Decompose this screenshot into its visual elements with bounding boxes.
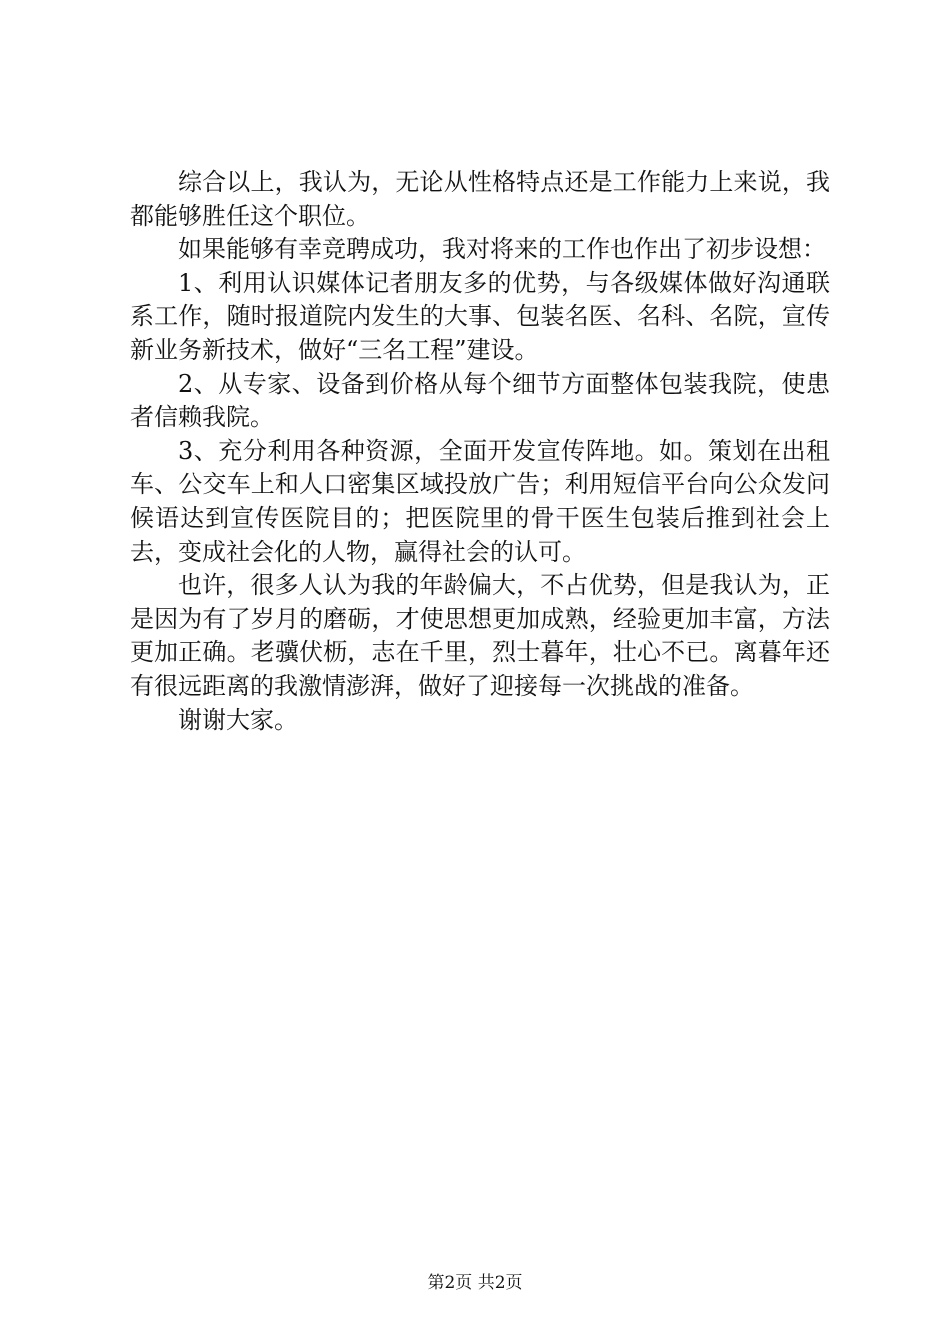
paragraph-age-statement: 也许，很多人认为我的年龄偏大，不占优势，但是我认为，正是因为有了岁月的磨砺，才使思想更加成熟，经验更加丰富，方法更加正确。老骥伏枥，志在千里，烈士暮年，壮心不已。离暮年还有很远距离的我激情澎湃，做好了迎接每一次挑战的准备。	[130, 571, 830, 700]
paragraph-thanks: 谢谢大家。	[178, 705, 298, 734]
page-footer: 第2页 共2页	[427, 1273, 523, 1293]
paragraph-plan-item-1: 1、利用认识媒体记者朋友多的优势，与各级媒体做好沟通联系工作，随时报道院内发生的大事、包装名医、名科、名院，宣传新业务新技术，做好“三名工程”建设。	[130, 268, 830, 364]
paragraph-plan-item-2: 2、从专家、设备到价格从每个细节方面整体包装我院，使患者信赖我院。	[130, 369, 830, 432]
paragraph-summary: 综合以上，我认为，无论从性格特点还是工作能力上来说，我都能够胜任这个职位。	[130, 168, 830, 230]
paragraph-plan-item-3: 3、充分利用各种资源，全面开发宣传阵地。如。策划在出租车、公交车上和人口密集区域投放广告；利用短信平台向公众发问候语达到宣传医院目的；把医院里的骨干医生包装后推到社会上去，变成社会化的人物，赢得社会的认可。	[130, 436, 830, 566]
paragraph-plan-intro: 如果能够有幸竞聘成功，我对将来的工作也作出了初步设想：	[178, 235, 826, 264]
document-body	[130, 166, 830, 737]
